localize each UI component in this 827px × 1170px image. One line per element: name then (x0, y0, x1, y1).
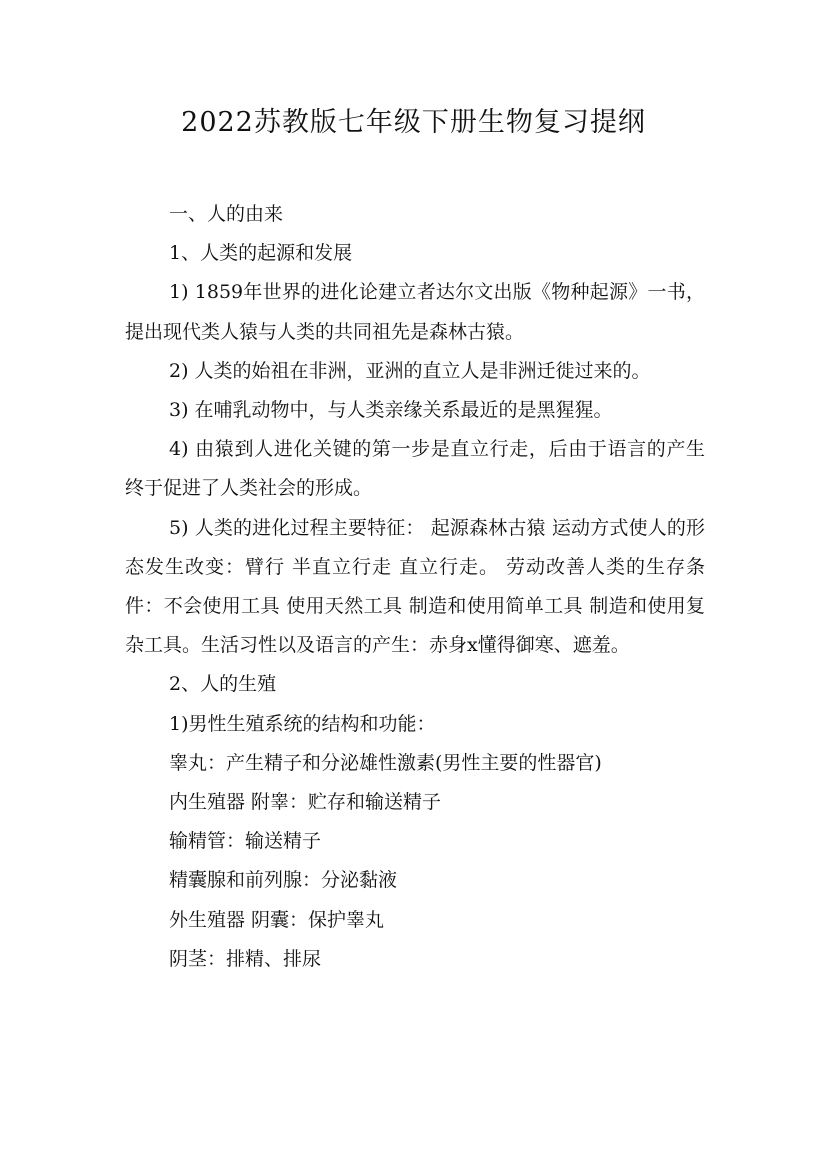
subsection-heading: 1、人类的起源和发展 (169, 242, 353, 265)
paragraph: 输精管：输送精子 (169, 830, 322, 853)
paragraph: 3) 在哺乳动物中，与人类亲缘关系最近的是黑猩猩。 (169, 399, 613, 422)
paragraph: 1) 1859年世界的进化论建立者达尔文出版《物种起源》一书，提出现代类人猿与人类的共同祖先是森林古猿。 (125, 281, 705, 343)
paragraph: 1)男性生殖系统的结构和功能： (169, 712, 436, 735)
document-title: 2022苏教版七年级下册生物复习提纲 (181, 107, 646, 138)
paragraph: 5) 人类的进化过程主要特征： 起源森林古猿 运动方式使人的形态发生改变：臂行 半直立行走 直立行走。 劳动改善人类的生存条件：不会使用工具 使用天然工具 制造和使用简单工具 制造和使用复杂工具。生活习性以及语言的产生：赤身x懂得御寒、遮羞。 (125, 516, 705, 657)
paragraph: 精囊腺和前列腺：分泌黏液 (169, 869, 398, 892)
paragraph: 阴茎：排精、排尿 (169, 947, 322, 970)
paragraph: 睾丸：产生精子和分泌雄性激素(男性主要的性器官) (169, 751, 602, 774)
paragraph: 2) 人类的始祖在非洲，亚洲的直立人是非洲迁徙过来的。 (169, 359, 651, 382)
paragraph: 外生殖器 阴囊：保护睾丸 (169, 908, 385, 931)
section-heading: 一、人的由来 (169, 203, 284, 225)
paragraph: 内生殖器 附睾：贮存和输送精子 (169, 791, 442, 814)
subsection-heading: 2、人的生殖 (169, 673, 277, 696)
document-body (125, 195, 705, 979)
paragraph: 4) 由猿到人进化关键的第一步是直立行走，后由于语言的产生终于促进了人类社会的形成。 (125, 438, 705, 500)
